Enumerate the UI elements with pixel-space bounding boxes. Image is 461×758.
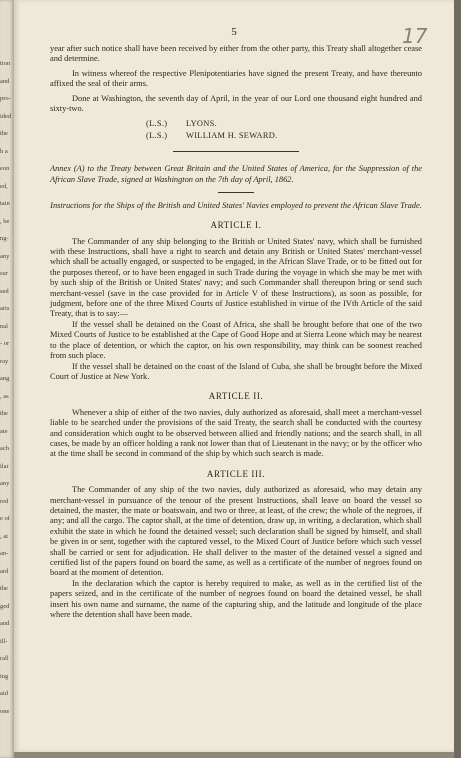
signatory-name: WILLIAM H. SEWARD. xyxy=(186,130,278,140)
margin-fragment: e of xyxy=(0,515,10,522)
article-paragraph: The Commander of any ship of the two navies, duly authorized as aforesaid, who may detain any merchant-vessel in pursuance of the tenour of the present Instructions, shall leave on board the vessel so detained, the master, the mate or boatswain, and two or three, at least, of the crew; the whole of the negroes, if any; and all the cargo. The captor shall, at the time of detention, draw up, in writing, a declaration, which shall exhibit the state in which he found the detained vessel; such declaration shall be signed by himself, and shall be given in or sent, together with the captured vessel, to the Mixed Court of Justice before which such vessel shall be carried or sent for adjudication. He shall deliver to the master of the detained vessel a signed and certified list of the papers found on board the same, as well as a certificate of the number of negroes found on board at the moment of detention. xyxy=(50,485,422,578)
margin-fragment: any xyxy=(0,252,10,260)
annex-heading: Annex (A) to the Treaty between Great Britain and the United States of America, for the Suppression of the African Slave Trade, signed at Washington on the 7th day of April, 1862. xyxy=(50,164,422,185)
seal-mark: (L.S.) xyxy=(146,119,168,129)
margin-fragment: ing xyxy=(0,672,9,680)
margin-fragment: ang xyxy=(0,375,10,382)
short-divider xyxy=(218,192,254,193)
margin-fragment: , at xyxy=(0,532,8,540)
book-edge-shadow xyxy=(454,0,461,758)
treaty-continuation: year after such notice shall have been received by either from the other party, this Treaty shall altogether cease and determine. xyxy=(50,44,422,64)
signatory-name: LYONS. xyxy=(186,119,217,129)
margin-fragment: ach xyxy=(0,445,10,452)
margin-fragment: ilar xyxy=(0,462,9,470)
section-divider xyxy=(173,151,299,152)
article-paragraph: In the declaration which the captor is hereby required to make, as well as in the certified list of the papers seized, and in the certificate of the number of negroes found on board the detained vessel, he shall insert his own name and surname, the name of the capturing ship, and the latitude and longitude of the place where the detention shall have been made. xyxy=(50,578,422,620)
margin-fragment: and xyxy=(0,620,10,627)
margin-fragment: red xyxy=(0,497,9,505)
margin-fragment: the xyxy=(0,585,8,592)
margin-fragment: sed xyxy=(0,287,9,295)
instructions-heading: Instructions for the Ships of the British and United States' Navies employed to prevent the African Slave Trade. xyxy=(50,200,422,210)
margin-fragment: tion xyxy=(0,60,11,67)
pencil-page-mark: 17 xyxy=(402,24,428,48)
margin-fragment: ided xyxy=(0,112,12,120)
article-title: ARTICLE I. xyxy=(210,220,262,231)
margin-fragment: the xyxy=(0,130,8,137)
document-page xyxy=(14,0,454,752)
margin-fragment: h a xyxy=(0,147,8,155)
margin-fragment: aris xyxy=(0,305,10,312)
margin-fragment: an- xyxy=(0,550,9,557)
adjacent-page-edge xyxy=(0,0,14,758)
margin-fragment: pro- xyxy=(0,95,11,102)
margin-fragment: one xyxy=(0,707,10,715)
margin-fragment: any xyxy=(0,480,10,487)
article-title: ARTICLE II. xyxy=(208,391,264,402)
margin-fragment: the xyxy=(0,410,8,417)
article-title: ARTICLE III. xyxy=(206,468,266,479)
margin-fragment: ill- xyxy=(0,637,8,645)
article-paragraph: The Commander of any ship belonging to the British or United States' navy, which shall be furnished with these Instructions, shall have a right to search and detain any British or United States' merchant-vessel which shall be actually engaged, or suspected to be engaged, in the African Slave Trade, or to be fitted out for the purposes thereof, or to have been engaged in such Trade during the voyage in which she may be met with by such ship of the British or United States' navy; and such Commander shall thereupon bring or send such merchant-vessel (save in the case provided for in Article V of these Instructions), as soon as possible, for judgment, before one of the three Mixed Courts of Justice established in virtue of the IVth Article of the said Treaty, that is to say:— xyxy=(50,236,422,319)
article-paragraph: Whenever a ship of either of the two navies, duly authorized as aforesaid, shall meet a merchant-vessel liable to be searched under the provisions of the said Treaty, the search shall be conducted with the courtesy and consideration which ought to be observed between allied and friendly nations; and the search shall, in all cases, be made by an officer holding a rank not lower than that of Lieutenant in the navy; or by the officer who at the time shall be second in command of the ship by which such search is made. xyxy=(50,407,422,459)
margin-fragment: ray xyxy=(0,357,9,365)
margin-fragment: ng- xyxy=(0,235,9,242)
margin-fragment: and xyxy=(0,77,10,85)
margin-fragment: ed, xyxy=(0,182,8,190)
margin-fragment: ged xyxy=(0,602,10,610)
page-number: 5 xyxy=(231,26,237,38)
margin-fragment: ard xyxy=(0,567,9,575)
margin-fragment: , as xyxy=(0,392,9,400)
signature-block xyxy=(146,118,422,141)
margin-fragment: rall xyxy=(0,655,9,662)
margin-fragment: nal xyxy=(0,322,8,330)
done-clause: Done at Washington, the seventh day of April, in the year of our Lord one thousand eight hundred and sixty-two. xyxy=(50,93,422,114)
margin-fragment: aid xyxy=(0,690,8,697)
seal-mark: (L.S.) xyxy=(146,130,168,140)
witness-clause: In witness whereof the respective Plenipotentiaries have signed the present Treaty, and have thereunto affixed the seal of their arms. xyxy=(50,68,422,89)
article-paragraph: If the vessel shall be detained on the Coast of Africa, she shall be brought before that one of the two Mixed Courts of Justice to be established at the Cape of Good Hope and at Sierra Leone which may be nearest to the place of detention, or which the captor, on his own responsibility, may think can be soonest reached from such place. xyxy=(50,319,422,361)
article-paragraph: If the vessel shall be detained on the coast of the Island of Cuba, she shall be brought before the Mixed Court of Justice at New York. xyxy=(50,361,422,381)
margin-fragment: - or xyxy=(0,340,10,347)
margin-fragment: , be xyxy=(0,217,10,225)
margin-fragment: sur xyxy=(0,270,8,277)
margin-fragment: eon xyxy=(0,165,10,172)
margin-fragment: tain xyxy=(0,200,10,207)
page-body xyxy=(50,44,422,620)
margin-fragment: ate xyxy=(0,427,8,435)
